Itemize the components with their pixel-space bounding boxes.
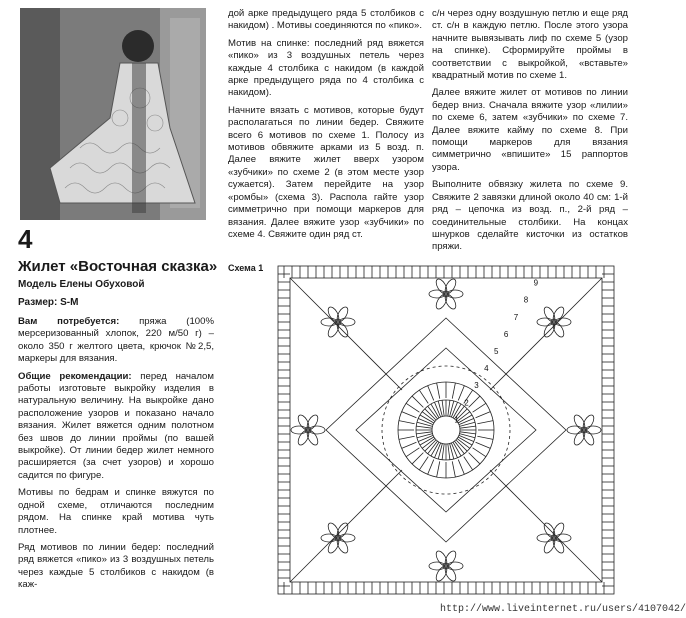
petal — [572, 413, 587, 431]
recommendations-heading: Общие рекомендации: — [18, 370, 132, 382]
flower-center — [335, 319, 341, 325]
crochet-diagram — [268, 258, 624, 602]
stitch-ray — [402, 442, 417, 448]
stitch-ray — [469, 453, 480, 464]
mid-paragraph-2: Мотив на спинке: последний ряд вяжется «пико» из 3 воздушных петель через каждые 4 столбика с накидом (в каждой арке предыдущего ряда по 4 столбика с накидом). — [228, 37, 424, 99]
petal — [296, 429, 311, 447]
stitch-ray — [473, 448, 486, 457]
recommendations-paragraph — [18, 371, 214, 483]
vest-photo — [20, 8, 206, 220]
petal — [326, 321, 341, 339]
flower-center — [551, 535, 557, 541]
stitch-ray — [469, 396, 480, 407]
model-author: Модель Елены Обуховой — [18, 279, 145, 290]
stitch-ray — [399, 421, 415, 424]
stitch-ray — [438, 444, 442, 459]
right-column — [432, 8, 628, 259]
crochet-chart-svg — [268, 258, 624, 602]
stitch-ray — [460, 434, 475, 438]
stitch-ray — [438, 401, 442, 416]
stitch-ray — [460, 426, 476, 428]
stitch-ray — [477, 436, 493, 439]
stitch-ray — [419, 390, 428, 403]
size-info: Размер: S-M — [18, 297, 79, 308]
row-number-label: 6 — [503, 329, 509, 339]
stitch-ray — [437, 461, 440, 477]
petal — [326, 521, 341, 539]
stitch-ray — [417, 422, 432, 426]
flower-center — [335, 535, 341, 541]
mid-paragraph-3: Начните вязать с мотивов, которые будут располагаться по линии бедер. Свяжите всего 6 мотивов по схеме 1. Полосу из мотивов обвяжите арками из 5 возд. п. Далее вяжите жилет вверх узором «зубчики» по схеме 2 (в этом месте узор сужается). Затем перейдите на узор «ромбы» (схема 3). Распола гайте узор симметрично при помощи маркеров для вязания. Далее вяжите узор «зубчики» по схеме 4. Свяжите один ряд ст. — [228, 104, 424, 240]
stitch-ray — [442, 400, 444, 416]
stitch-ray — [448, 444, 450, 460]
petal — [572, 429, 587, 447]
flower-center — [443, 563, 449, 569]
flower-center — [581, 427, 587, 433]
row-number-label: 9 — [533, 278, 539, 288]
stitch-ray — [476, 412, 491, 418]
row-number-label: 2 — [464, 398, 469, 408]
stitch-ray — [416, 432, 432, 434]
stitch-ray — [452, 461, 455, 477]
stitch-ray — [458, 460, 464, 475]
right-paragraph-3: Выполните обвязку жилета по схеме 9. Свяжите 2 завязки длиной около 40 см: 1-й ряд – цепочка из возд. п., 2-й ряд – соединительные столбики. На концах шнурков сделайте кисточки из остатков пряжи. — [432, 179, 628, 253]
row-number-label: 7 — [513, 312, 519, 322]
petal — [581, 413, 596, 431]
stitch-ray — [437, 383, 440, 399]
stitch-ray — [476, 442, 491, 448]
stitch-ray — [450, 444, 454, 459]
petal — [326, 537, 341, 555]
row-number-label: 1 — [454, 415, 459, 425]
petal — [542, 537, 557, 555]
flower-center — [305, 427, 311, 433]
stitch-ray — [464, 457, 473, 470]
schema-label: Схема 1 — [228, 263, 264, 273]
petal — [443, 565, 458, 583]
stitch-ray — [460, 422, 475, 426]
petal — [443, 549, 458, 567]
petal — [296, 413, 311, 431]
petal — [551, 321, 566, 339]
flower-center — [551, 319, 557, 325]
right-paragraph-1: с/н через одну воздушную петлю и еще ряд ст. с/н в каждую петлю. После этого узора начните вывязывать лиф по схеме 5 (узор на спинке). Сформируйте проймы в соответствии с выкройкой, «вставьте» квадратный мотив по схеме 1. — [432, 8, 628, 82]
stitch-ray — [428, 460, 434, 475]
stitch-ray — [419, 457, 428, 470]
petal — [555, 318, 571, 326]
petal — [305, 413, 320, 431]
motifs-paragraph: Мотивы по бедрам и спинке вяжутся по одной схеме, отличаются последним рядом. На спинке край мотива чуть плотнее. — [18, 487, 214, 536]
petal — [537, 318, 553, 326]
petal — [585, 426, 601, 434]
stitch-ray — [416, 426, 432, 428]
stitch-ray — [442, 444, 444, 460]
petal — [537, 534, 553, 542]
right-paragraph-2: Далее вяжите жилет от мотивов по линии бедер вниз. Сначала вяжите узор «лилии» по схеме 6, затем «зубчики» по схеме 7. Далее вяжите кайму по схеме 8. При помощи маркеров для вязания симметрично «впишите» 15 раппортов узора. — [432, 87, 628, 173]
row-number-label: 4 — [484, 364, 489, 374]
stitch-ray — [412, 396, 423, 407]
vest-photo-icon — [20, 8, 206, 220]
stitch-ray — [477, 421, 493, 424]
petal — [567, 426, 583, 434]
middle-column — [228, 8, 424, 246]
petal — [443, 293, 458, 311]
row-number-label: 8 — [523, 295, 529, 305]
petal — [551, 305, 566, 323]
pattern-number: 4 — [18, 224, 33, 254]
row-number-label: 5 — [494, 347, 499, 356]
petal — [581, 429, 596, 447]
flower-center — [443, 291, 449, 297]
recommendations-text: перед началом работы изготовьте выкройку изделия в натуральную величину. На выкройке дано расположение узоров и показано начало вязания. Жилет вяжется одним полотном без швов до линии проймы (по вашей выкройке). От линии бедер жилет немного расширяется (за счет узоров) и хорошо садится по фигуре. — [18, 370, 214, 481]
source-url: http://www.liveinternet.ru/users/4107042/ — [440, 604, 686, 615]
materials-paragraph — [18, 316, 214, 366]
materials-text: пряжа (100% мерсеризованный хлопок, 220 м/50 г) – около 350 г желтого цвета, крючок №2,5, маркеры для вязания. — [18, 316, 214, 365]
petal — [326, 305, 341, 323]
page-title: Жилет «Восточная сказка» — [18, 258, 218, 275]
petal — [551, 537, 566, 555]
mid-paragraph-1: дой арке предыдущего ряда 5 столбиков с накидом) . Мотивы соединяются по «пико». — [228, 8, 424, 32]
stitch-ray — [406, 448, 419, 457]
stitch-ray — [399, 436, 415, 439]
stitch-ray — [417, 434, 432, 438]
stitch-ray — [412, 453, 423, 464]
stitch-ray — [406, 403, 419, 412]
petal — [335, 537, 350, 555]
stitch-ray — [473, 403, 486, 412]
petal — [555, 534, 571, 542]
petal — [542, 305, 557, 323]
stitch-ray — [450, 401, 454, 416]
materials-heading: Вам потребуется: — [18, 316, 120, 327]
stitch-ray — [428, 386, 434, 401]
petal — [305, 429, 320, 447]
petal — [434, 277, 449, 295]
petal — [434, 293, 449, 311]
petal — [434, 549, 449, 567]
petal — [551, 521, 566, 539]
petal — [443, 277, 458, 295]
petal — [335, 305, 350, 323]
stitch-ray — [460, 432, 476, 434]
hip-row-paragraph: Ряд мотивов по линии бедер: последний ряд вяжется «пико» из 3 воздушных петель через каждые 5 столбиков с накидом (в каж- — [18, 541, 214, 591]
left-column — [18, 316, 214, 597]
stitch-ray — [452, 383, 455, 399]
stitch-ray — [448, 400, 450, 416]
stitch-ray — [402, 412, 417, 418]
petal — [434, 565, 449, 583]
row-number-label: 3 — [474, 381, 479, 391]
